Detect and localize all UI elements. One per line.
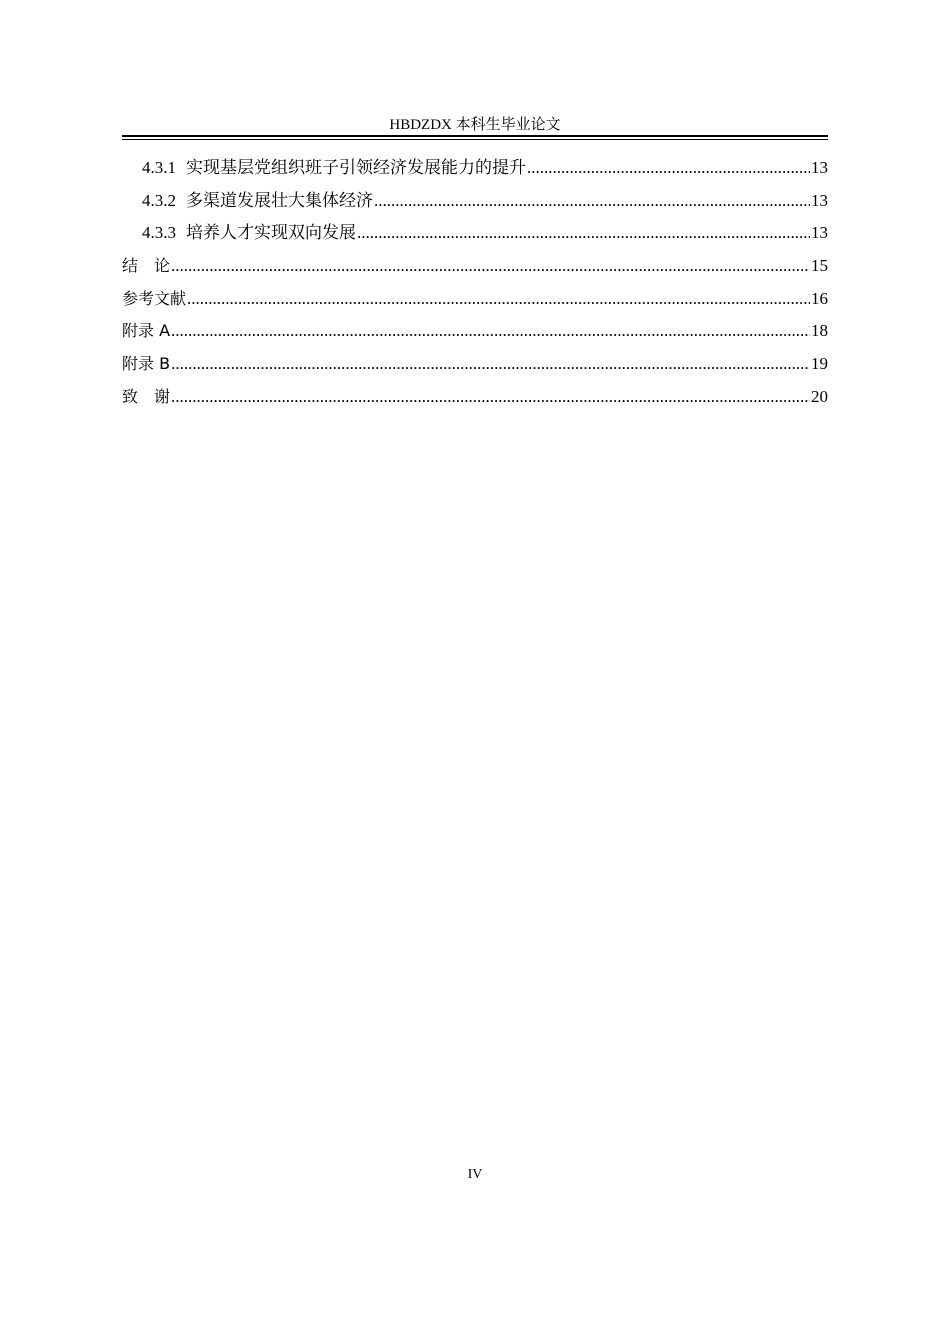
toc-entry-label: 附录 B — [122, 354, 171, 374]
toc-entry-number: 4.3.1 — [142, 158, 176, 177]
toc-entry-appendix-b[interactable] — [122, 348, 828, 381]
toc-entry-appendix-a[interactable] — [122, 315, 828, 348]
toc-dot-leader — [357, 217, 810, 250]
header-rule-thick — [122, 135, 828, 137]
toc-entry-number: 4.3.3 — [142, 223, 176, 243]
page-header-title: HBDZDX 本科生毕业论文 — [389, 117, 561, 133]
toc-entry-conclusion[interactable] — [122, 250, 828, 283]
toc-entry-label: 结 论 — [122, 256, 171, 276]
toc-entry-4-3-2[interactable] — [122, 185, 828, 218]
toc-entry-page: 13 — [811, 223, 828, 243]
toc-entry-label: 培养人才实现双向发展 — [186, 223, 356, 243]
toc-dot-leader — [171, 250, 810, 283]
header-rule-thin — [122, 139, 828, 140]
toc-entry-page: 18 — [811, 321, 828, 341]
toc-dot-leader — [527, 152, 810, 185]
toc-entry-page: 13 — [811, 158, 828, 177]
toc-entry-label: 参考文献 — [122, 288, 187, 308]
toc-entry-label: 多渠道发展壮大集体经济 — [186, 190, 373, 210]
toc-entry-4-3-3[interactable] — [122, 217, 828, 250]
toc-entry-references[interactable] — [122, 283, 828, 316]
toc-entry-page: 16 — [811, 288, 828, 308]
toc-entry-label: 致 谢 — [122, 386, 171, 406]
toc-entry-page: 20 — [811, 386, 828, 406]
toc-dot-leader — [171, 381, 810, 414]
toc-dot-leader — [187, 283, 810, 316]
table-of-contents — [122, 152, 828, 414]
toc-entry-label: 附录 A — [122, 321, 171, 341]
toc-dot-leader — [171, 315, 810, 348]
toc-dot-leader — [171, 348, 810, 381]
page-number: IV — [467, 1167, 483, 1182]
toc-entry-number: 4.3.2 — [142, 190, 176, 210]
toc-entry-4-3-1[interactable] — [122, 152, 828, 185]
toc-entry-label: 实现基层党组织班子引领经济发展能力的提升 — [186, 158, 526, 177]
toc-entry-page: 15 — [811, 256, 828, 276]
toc-entry-acknowledgements[interactable] — [122, 381, 828, 414]
toc-entry-page: 13 — [811, 190, 828, 210]
toc-dot-leader — [374, 185, 810, 218]
toc-entry-page: 19 — [811, 354, 828, 374]
